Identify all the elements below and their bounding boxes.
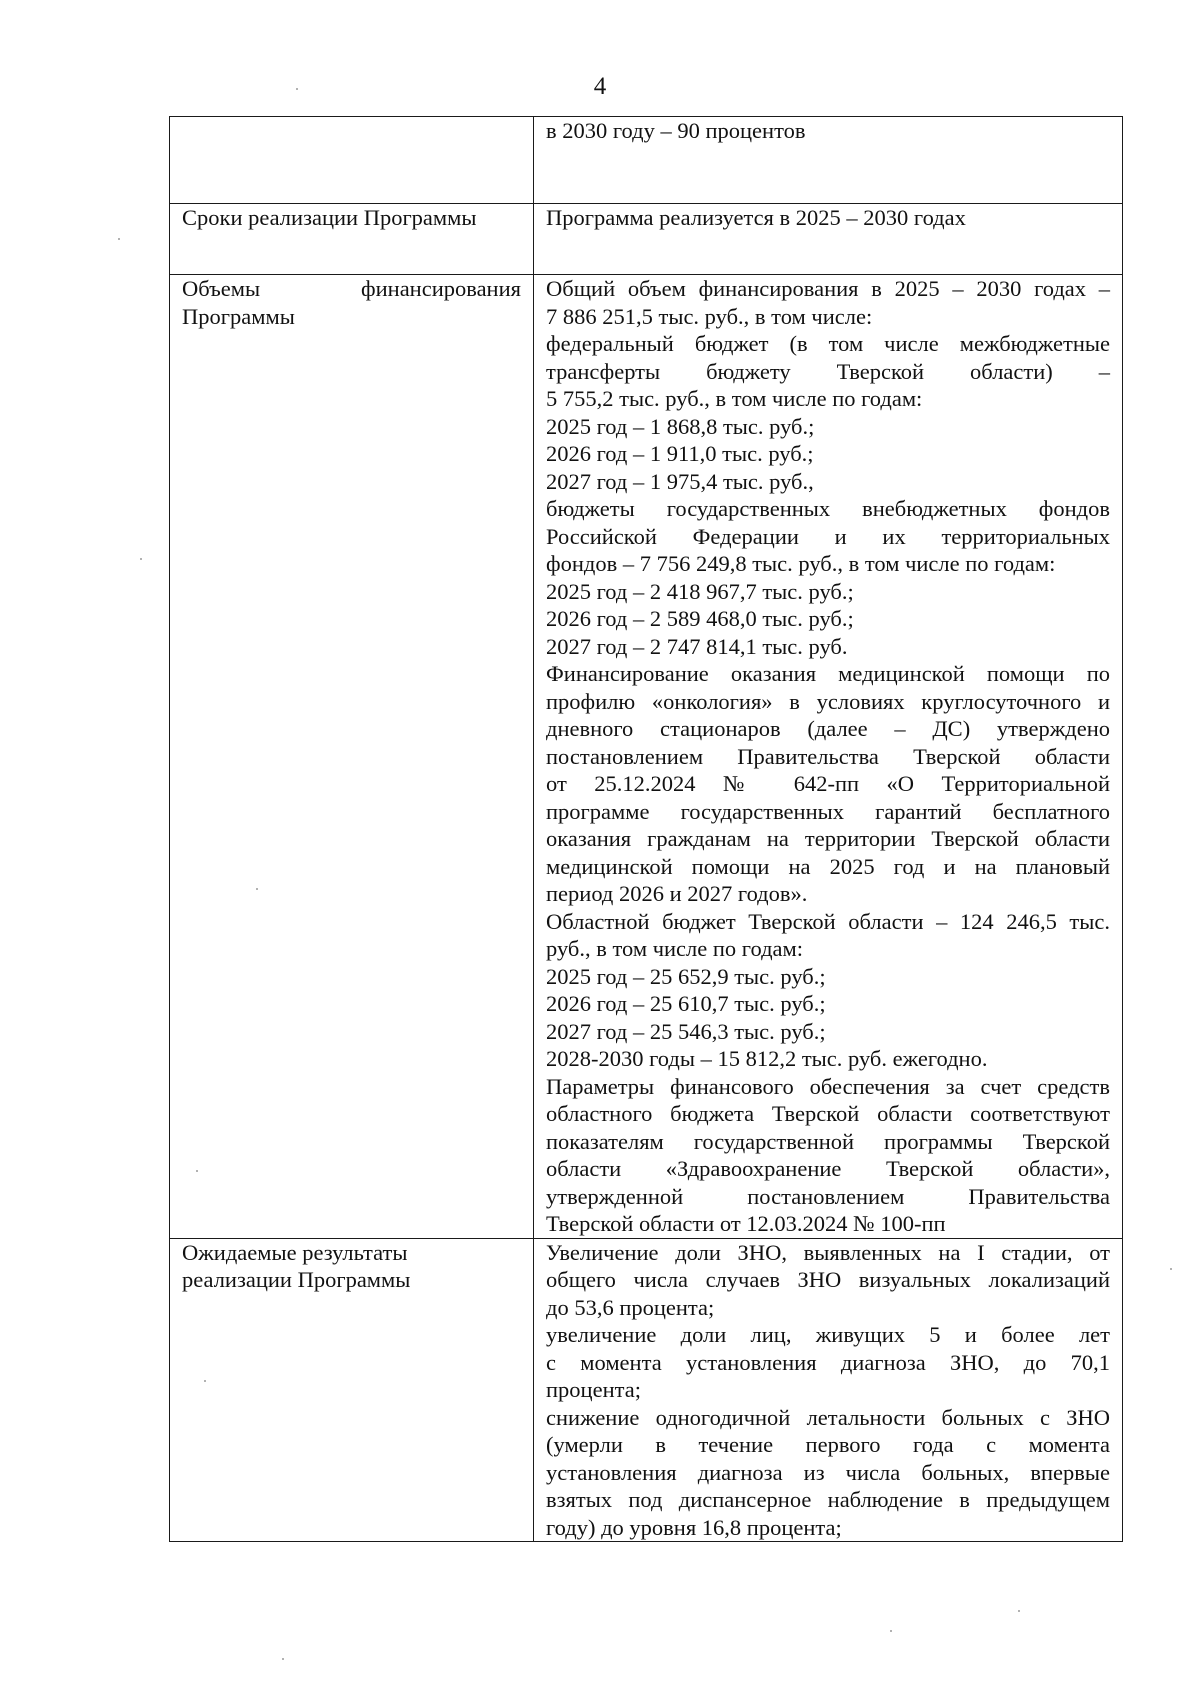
- value-line: Российской Федерации и их территориальных: [546, 523, 1110, 549]
- scan-speck: [204, 1380, 206, 1382]
- value-line: федеральный бюджет (в том числе межбюджетные: [546, 331, 1110, 356]
- row-label-funding-volume: [170, 275, 534, 1239]
- value-line: взятых под диспансерное наблюдение в предыдущем: [546, 1487, 1110, 1512]
- value-line: Тверской области от 12.03.2024 № 100-пп: [546, 1211, 946, 1236]
- value-line: программе государственных гарантий бесплатного: [546, 798, 1110, 824]
- value-line: установления диагноза из числа больных, впервые: [546, 1459, 1110, 1485]
- value-line: 2025 год – 1 868,8 тыс. руб.;: [546, 413, 815, 439]
- value-line: Увеличение доли ЗНО, выявленных на I стадии, от: [546, 1239, 1110, 1265]
- value-line: увеличение доли лиц, живущих 5 и более лет: [546, 1322, 1110, 1347]
- value-line: 2026 год – 2 589 468,0 тыс. руб.;: [546, 606, 854, 631]
- value-line: Областной бюджет Тверской области – 124 246,5 тыс.: [546, 908, 1110, 934]
- scan-speck: [140, 558, 142, 560]
- value-line: до 53,6 процента;: [546, 1294, 715, 1320]
- value-line: Параметры финансового обеспечения за счет средств: [546, 1073, 1110, 1099]
- table-row: [170, 204, 1123, 275]
- program-passport-table: [169, 116, 1123, 1542]
- value-line: от 25.12.2024 № 642-пп «О Территориальной: [546, 771, 1110, 796]
- value-line: 2028-2030 годы – 15 812,2 тыс. руб. ежегодно.: [546, 1046, 988, 1071]
- value-line: Финансирование оказания медицинской помощи по: [546, 661, 1110, 686]
- value-line: показателям государственной программы Тверской: [546, 1128, 1110, 1154]
- value-line: области «Здравоохранение Тверской области»,: [546, 1156, 1110, 1181]
- value-line: процента;: [546, 1377, 641, 1402]
- row-value-implementation-period: [534, 204, 1123, 275]
- value-line: оказания гражданам на территории Тверской области: [546, 826, 1110, 851]
- value-line: году) до уровня 16,8 процента;: [546, 1514, 842, 1540]
- row-value-expected-results: [534, 1238, 1123, 1542]
- scan-speck: [196, 1170, 198, 1172]
- value-line: постановлением Правительства Тверской области: [546, 743, 1110, 769]
- value-line: 7 886 251,5 тыс. руб., в том числе:: [546, 303, 873, 329]
- value-line: 2027 год – 2 747 814,1 тыс. руб.: [546, 633, 848, 659]
- label-line: [182, 275, 521, 303]
- label-word: финансирования: [361, 276, 521, 301]
- row-value-funding-volume: [534, 275, 1123, 1239]
- scan-speck: [296, 88, 298, 90]
- value-line: утвержденной постановлением Правительства: [546, 1183, 1110, 1209]
- value-line: снижение одногодичной летальности больных с ЗНО: [546, 1404, 1110, 1430]
- scan-speck: [1018, 1610, 1020, 1612]
- scan-speck: [282, 1658, 284, 1660]
- value-line: общего числа случаев ЗНО визуальных локализаций: [546, 1267, 1110, 1292]
- label-line: реализации Программы: [182, 1267, 411, 1292]
- value-line: Программа реализуется в 2025 – 2030 годах: [546, 205, 966, 230]
- value-line: 2027 год – 25 546,3 тыс. руб.;: [546, 1018, 826, 1044]
- value-line: бюджеты государственных внебюджетных фондов: [546, 496, 1110, 521]
- value-line: 2026 год – 1 911,0 тыс. руб.;: [546, 441, 814, 466]
- page-number: 4: [593, 73, 607, 100]
- value-line: с момента установления диагноза ЗНО, до 70,1: [546, 1349, 1110, 1375]
- value-line: профилю «онкология» в условиях круглосуточного и: [546, 688, 1110, 714]
- table-row: [170, 275, 1123, 1239]
- table-row: [170, 117, 1123, 204]
- value-line: фондов – 7 756 249,8 тыс. руб., в том числе по годам:: [546, 551, 1056, 576]
- value-line: 2025 год – 25 652,9 тыс. руб.;: [546, 963, 826, 989]
- row-value-target-2030: [534, 117, 1123, 204]
- value-line: в 2030 году – 90 процентов: [546, 118, 806, 143]
- value-line: Общий объем финансирования в 2025 – 2030 годах –: [546, 276, 1110, 301]
- scan-speck: [890, 1630, 892, 1632]
- value-line: медицинской помощи на 2025 год и на плановый: [546, 853, 1110, 879]
- row-label-expected-results: [170, 1238, 534, 1542]
- value-line: период 2026 и 2027 годов».: [546, 881, 808, 906]
- table-row: [170, 1238, 1123, 1542]
- row-label-implementation-period: [170, 204, 534, 275]
- scan-speck: [256, 888, 258, 890]
- value-line: 2026 год – 25 610,7 тыс. руб.;: [546, 991, 826, 1016]
- label-line: Программы: [182, 303, 295, 329]
- label-line: Ожидаемые результаты: [182, 1239, 408, 1265]
- value-line: трансферты бюджету Тверской области) –: [546, 358, 1110, 384]
- scan-speck: [118, 238, 120, 240]
- value-line: руб., в том числе по годам:: [546, 936, 803, 961]
- label-text: Сроки реализации Программы: [182, 205, 477, 230]
- value-line: 2025 год – 2 418 967,7 тыс. руб.;: [546, 578, 854, 604]
- row-label-empty: [170, 117, 534, 204]
- value-line: областного бюджета Тверской области соответствуют: [546, 1101, 1110, 1126]
- label-word: Объемы: [182, 276, 261, 301]
- value-line: 5 755,2 тыс. руб., в том числе по годам:: [546, 386, 923, 411]
- value-line: дневного стационаров (далее – ДС) утверждено: [546, 716, 1110, 741]
- value-line: 2027 год – 1 975,4 тыс. руб.,: [546, 468, 814, 494]
- value-line: (умерли в течение первого года с момента: [546, 1432, 1110, 1457]
- scan-speck: [1170, 1268, 1172, 1270]
